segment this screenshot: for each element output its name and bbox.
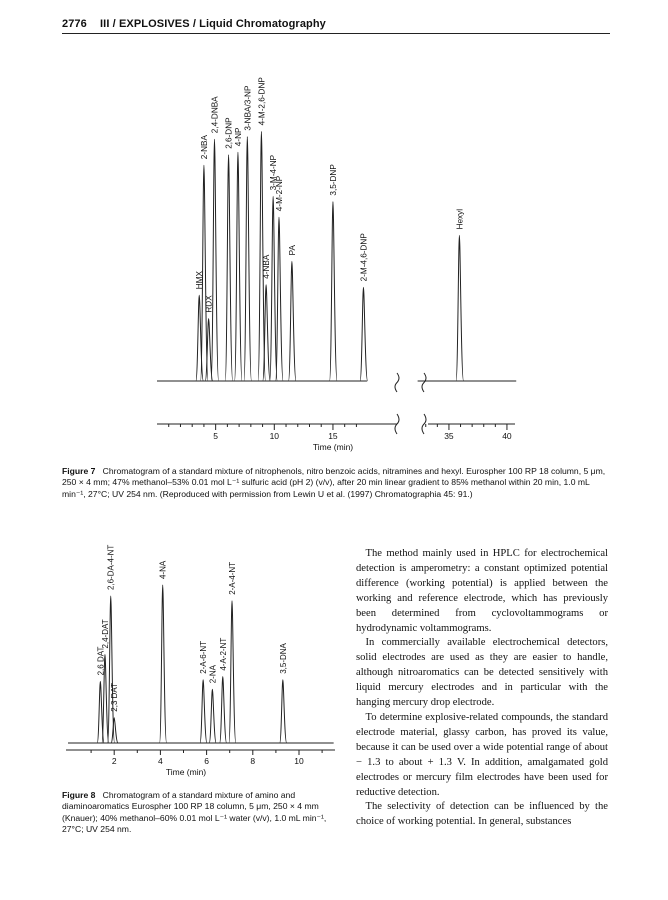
x-tick-label: 4 <box>158 756 163 766</box>
peak-label-2-4-dat: 2,4-DAT <box>100 619 110 649</box>
x-tick-label: 6 <box>204 756 209 766</box>
peak-3-m-4-np <box>270 196 278 381</box>
x-tick-label: 15 <box>328 431 338 441</box>
peak-label-4-m-2-np: 4-M-2-NP <box>274 175 284 212</box>
body-paragraph: The method mainly used in HPLC for electrochemical detection is amperometry: a constant optimized potential difference (working potential) is applied between the working and reference electrode, which has previously been determined from cyclovoltammograms or hydrodynamic voltammograms. <box>356 548 608 634</box>
peak-label-2-a-4-nt: 2-A-4-NT <box>228 561 238 595</box>
figure7-caption-label: Figure 7 <box>62 466 96 476</box>
figure7-caption <box>62 466 610 500</box>
peak-4-a-2-nt <box>220 677 227 743</box>
peak-label-2-m-4-6-dnp: 2-M-4,6-DNP <box>359 233 369 282</box>
peak-label-3-5-dnp: 3,5-DNP <box>328 164 338 196</box>
peak-label-hexyl: Hexyl <box>455 208 465 230</box>
figure7-caption-text: Chromatogram of a standard mixture of nitrophenols, nitro benzoic acids, nitramines and hexyl. Eurospher 100 RP 18 column, 5 μm, 250 × 4 mm; 47% methanol–53% 0.01 mol L⁻¹ sulfuric acid (pH 2) (v/v), after 20 min linear gradient to 85% methanol within 20 min, 1.0 mL min⁻¹, 27°C; UV 254 nm. (Reproduced with permission from Lewin U et al. (1997) Chromatographia 45: 91.) <box>62 466 606 499</box>
figure8-caption-text: Chromatogram of a standard mixture of amino and diaminoaromatics Eurospher 100 RP 18 column, 5 μm, 250 × 4 mm (Knauer); 40% methanol–60% 0.01 mol L⁻¹ water (v/v), 1.0 mL min⁻¹, 27°C; UV 254 nm. <box>62 790 327 834</box>
peak-2-a-4-nt <box>229 601 236 743</box>
peak-label-2-3-dat: 2,3 DAT <box>110 682 120 712</box>
peak-2-na <box>209 689 216 743</box>
peak-label-2-6-dnp: 2,6-DNP <box>224 117 234 149</box>
peak-label-2-6-dat: 2,6 DAT <box>96 646 106 676</box>
peak-label-rdx: RDX <box>204 295 214 313</box>
peak-label-pa: PA <box>287 245 297 256</box>
figure8-chart <box>0 530 350 790</box>
peak-label-2-6-da-4-nt: 2,6-DA-4-NT <box>106 544 116 591</box>
body-paragraph: The selectivity of detection can be influenced by the choice of working potential. In general, substances <box>356 801 608 828</box>
peak-pa <box>289 261 297 381</box>
peak-label-4-a-2-nt: 4-A-2-NT <box>218 637 228 671</box>
body-paragraph: To determine explosive-related compounds, the standard electrode material, glassy carbon, has proved its value, because it can be used over a wide potential range of about − 1.3 to about + 1.3 V. In addition, amalgamated gold electrodes or mercury film electrodes have been used for reductive detection. <box>356 711 608 798</box>
peak-label-3-nba-3-np: 3-NBA/3-NP <box>243 85 253 131</box>
x-tick-label: 2 <box>111 756 117 766</box>
peak-label-2-nba: 2-NBA <box>199 135 209 160</box>
peak-label-2-a-6-nt: 2-A-6-NT <box>199 640 209 674</box>
peak-label-4-nba: 4-NBA <box>262 254 272 279</box>
peak-label-4-np: 4-NP <box>233 127 243 147</box>
peak-2-6-dnp <box>225 155 233 381</box>
x-tick-label: 40 <box>502 431 512 441</box>
peak-hexyl <box>456 235 464 381</box>
body-paragraph: In commercially available electrochemical detectors, solid electrodes are used as they are easier to handle, although nitroaromatics can be detected sensitively with liquid mercury electrodes and in particular with the hanging mercury drop electrode. <box>356 637 608 709</box>
peak-label-4-na: 4-NA <box>158 560 168 579</box>
peak-3-nba-3-np <box>244 137 252 381</box>
peak-2-4-dnba <box>211 139 219 381</box>
figure8-caption-label: Figure 8 <box>62 790 96 800</box>
figure8-caption <box>62 790 332 835</box>
peak-2-m-4-6-dnp <box>360 287 368 381</box>
peak-label-2-na: 2-NA <box>208 665 218 684</box>
x-tick-label: 35 <box>444 431 454 441</box>
body-text-column <box>356 547 608 830</box>
peak-4-na <box>160 585 167 743</box>
x-axis-label: Time (min) <box>312 442 354 452</box>
x-tick-label: 10 <box>269 431 280 441</box>
peak-4-np <box>235 152 243 381</box>
page-number: 2776 <box>62 18 87 30</box>
x-tick-label: 10 <box>294 756 304 766</box>
peak-2-3-dat <box>111 718 118 743</box>
peak-label-3-5-dna: 3,5-DNA <box>278 643 288 674</box>
peak-3-5-dnp <box>330 202 338 381</box>
running-title: III / EXPLOSIVES / Liquid Chromatography <box>100 18 326 30</box>
x-tick-label: 5 <box>213 431 219 441</box>
axis-break-mark <box>395 373 399 392</box>
peak-4-m-2-np <box>276 217 284 381</box>
peak-label-2-4-dnba: 2,4-DNBA <box>210 96 220 134</box>
peak-label-4-m-2-6-dnp: 4-M-2,6-DNP <box>257 77 267 126</box>
peak-label-hmx: HMX <box>195 270 205 290</box>
peak-3-5-dna <box>280 680 287 743</box>
peak-2-a-6-nt <box>200 680 207 743</box>
x-tick-label: 8 <box>250 756 256 766</box>
axis-break-mark <box>422 373 426 392</box>
peak-label-3-m-4-np: 3-M-4-NP <box>269 154 279 191</box>
x-axis-label: Time (min) <box>165 767 207 777</box>
